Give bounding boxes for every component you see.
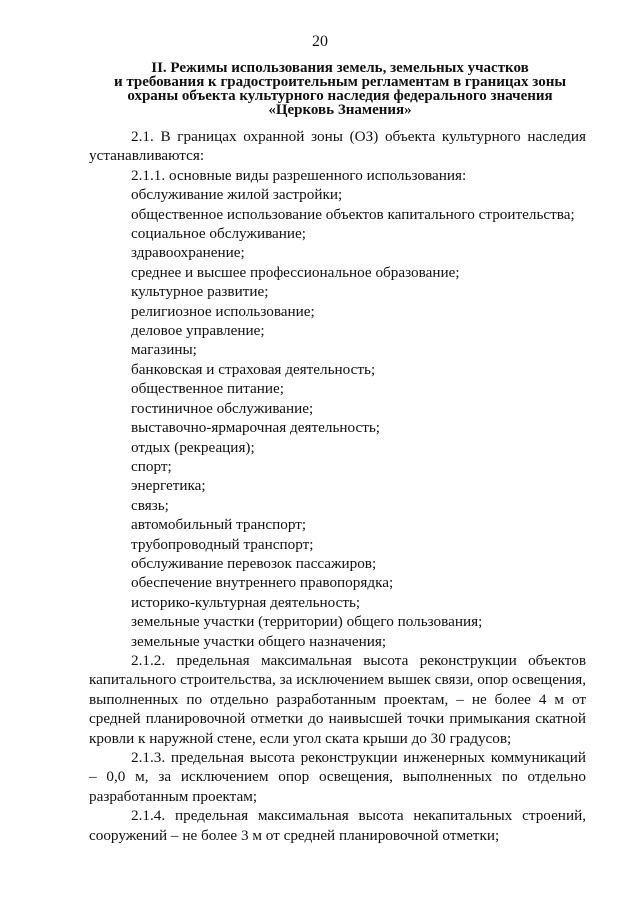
permitted-use-item: деловое управление; — [131, 322, 265, 340]
permitted-use-item: энергетика; — [131, 477, 206, 495]
heading-line: охраны объекта культурного наследия федерального значения — [127, 88, 553, 104]
permitted-use-item: трубопроводный транспорт; — [131, 535, 314, 553]
permitted-use-item: обеспечение внутреннего правопорядка; — [131, 574, 394, 592]
permitted-uses-list — [89, 185, 586, 651]
paragraph-2-1-4: 2.1.4. предельная максимальная высота некапитальных строений, сооружений – не более 3 м от средней планировочной отметки; — [89, 807, 586, 844]
permitted-use-item: отдых (рекреация); — [131, 438, 255, 456]
paragraph-2-1-2: 2.1.2. предельная максимальная высота реконструкции объектов капитального строительства, за исключением вышек связи, опор освещения, выполненных по отдельно разработанным проектам, – не более 4 м от средней планировочной отметки до наивысшей точки примыкания скатной кровли к наружной стене, если угол ската крыши до 30 градусов; — [89, 651, 586, 747]
heading-line: «Церковь Знамения» — [268, 102, 412, 118]
permitted-use-item: банковская и страховая деятельность; — [131, 360, 376, 378]
permitted-use-item: спорт; — [131, 457, 172, 475]
section-heading — [90, 61, 590, 117]
permitted-use-item: общественное использование объектов капитального строительства; — [131, 205, 575, 223]
permitted-use-item: гостиничное обслуживание; — [131, 399, 314, 417]
heading-line: и требования к градостроительным регламентам в границах зоны — [113, 74, 567, 90]
permitted-use-item: общественное питание; — [131, 380, 284, 398]
permitted-use-item: социальное обслуживание; — [131, 225, 306, 243]
permitted-use-item: автомобильный транспорт; — [131, 516, 307, 534]
permitted-use-item: земельные участки (территории) общего пользования; — [131, 613, 483, 631]
heading-line: II. Режимы использования земель, земельных участков — [151, 60, 529, 76]
intro-paragraph: 2.1. В границах охранной зоны (ОЗ) объекта культурного наследия устанавливаются: — [89, 128, 586, 165]
subsection-heading: 2.1.1. основные виды разрешенного использования: — [131, 166, 467, 184]
permitted-use-item: связь; — [131, 496, 169, 514]
page-number: 20 — [312, 33, 328, 50]
permitted-use-item: земельные участки общего назначения; — [131, 632, 387, 650]
permitted-use-item: обслуживание перевозок пассажиров; — [131, 554, 377, 572]
paragraph-2-1-3: 2.1.3. предельная высота реконструкции инженерных коммуникаций – 0,0 м, за исключением опор освещения, выполненных по отдельно разработанным проектам; — [89, 749, 586, 805]
permitted-use-item: культурное развитие; — [131, 283, 269, 301]
permitted-use-item: историко-культурная деятельность; — [131, 593, 361, 611]
permitted-use-item: обслуживание жилой застройки; — [131, 186, 343, 204]
permitted-use-item: магазины; — [131, 341, 197, 359]
permitted-use-item: здравоохранение; — [131, 244, 245, 262]
permitted-use-item: среднее и высшее профессиональное образование; — [131, 263, 460, 281]
permitted-use-item: религиозное использование; — [131, 302, 315, 320]
document-body — [89, 127, 586, 845]
permitted-use-item: выставочно-ярмарочная деятельность; — [131, 419, 381, 437]
